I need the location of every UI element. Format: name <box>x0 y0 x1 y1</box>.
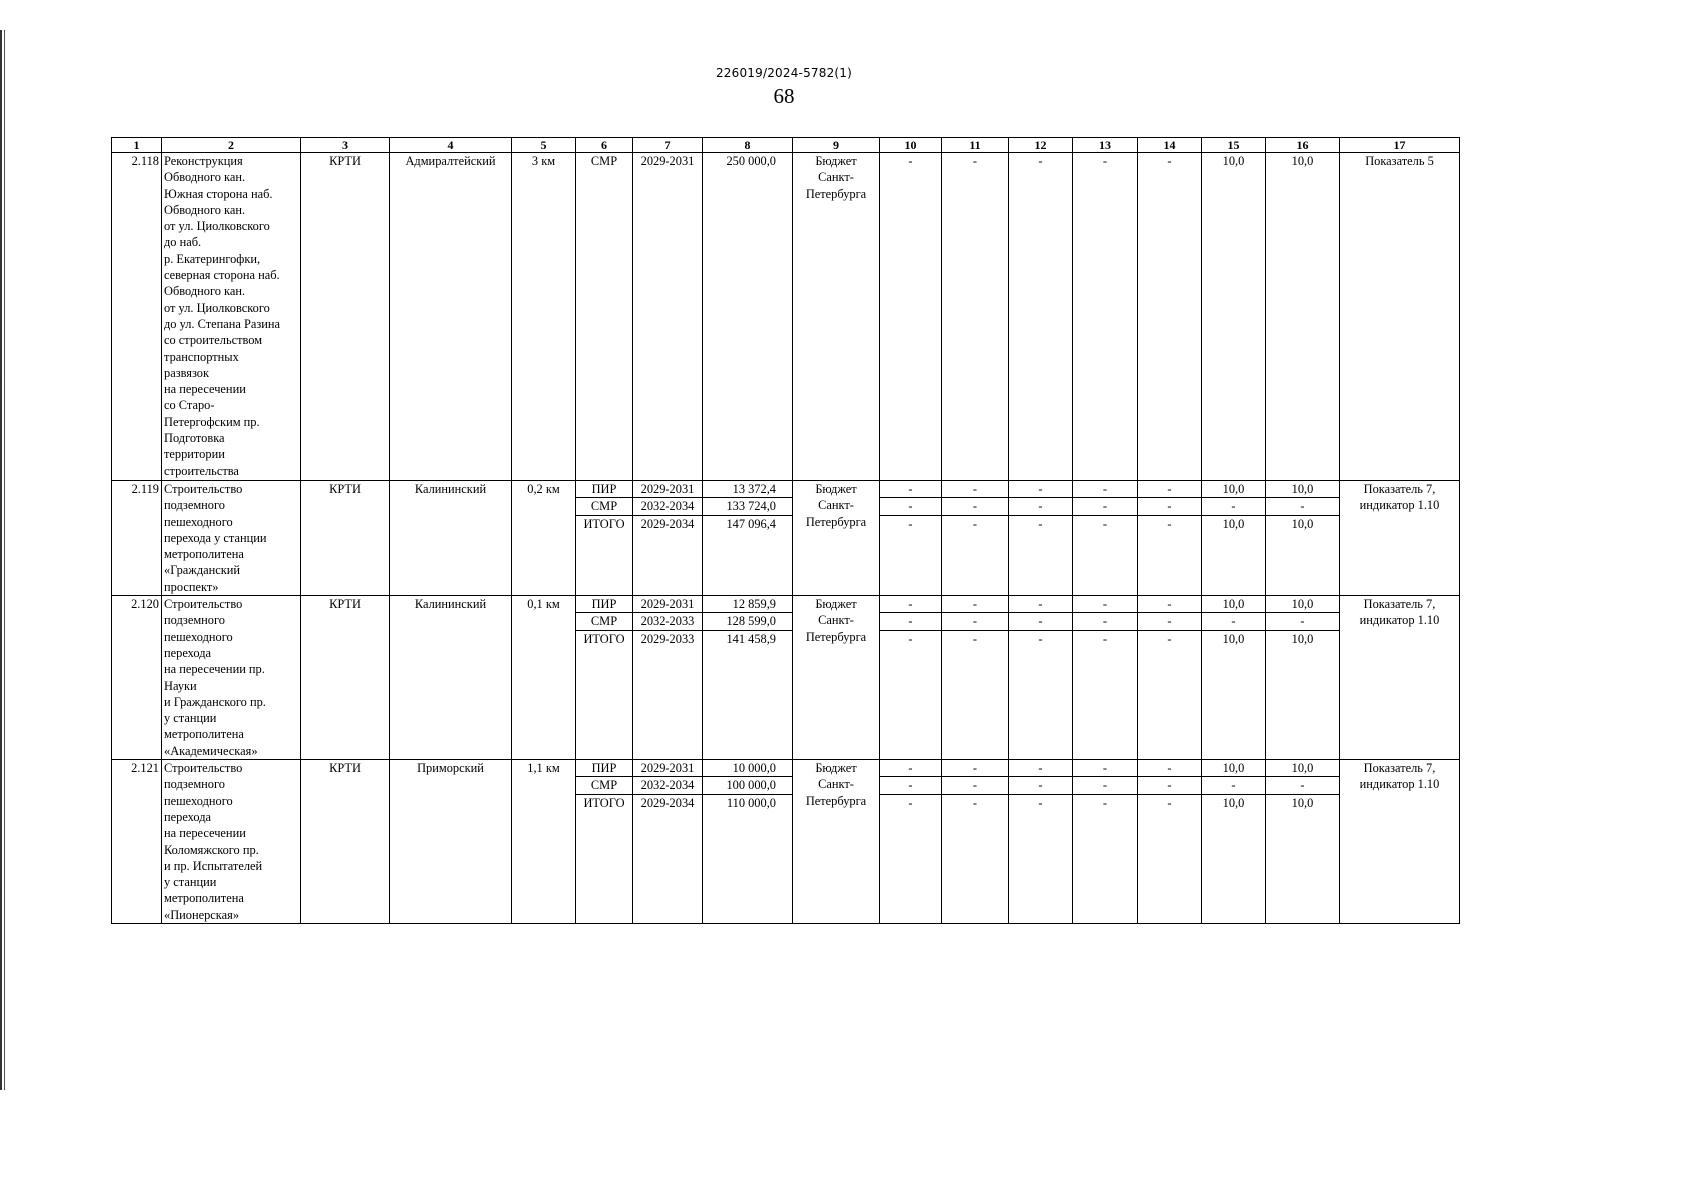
length-text: 0,1 км <box>527 597 560 612</box>
col-header: 5 <box>512 138 576 153</box>
length <box>512 760 576 924</box>
table-row <box>112 760 1460 924</box>
customer <box>301 596 390 760</box>
col-14 <box>1138 153 1202 481</box>
customer-text: КРТИ <box>329 761 361 776</box>
row-number-text: 2.120 <box>131 597 159 612</box>
row-number <box>112 153 162 481</box>
col-15-value: 10,0 <box>1222 516 1245 531</box>
object-name-text: Строительство подземного пешеходного перехода у станции метрополитена «Гражданский проспект» <box>164 482 267 594</box>
col-15 <box>1202 760 1266 924</box>
col-11-value: - <box>972 631 978 646</box>
col-12-value: - <box>1009 596 1072 613</box>
col-16-value: - <box>1266 498 1339 515</box>
col-16-value: 10,0 <box>1266 596 1339 613</box>
period-value: 2029-2031 <box>633 481 702 498</box>
col-14-value: - <box>1138 596 1201 613</box>
object-name <box>162 481 301 596</box>
col-12-value: - <box>1009 760 1072 777</box>
customer-text: КРТИ <box>329 154 361 168</box>
cost-value: 147 096,4 <box>726 516 776 531</box>
period-value: 2029-2033 <box>640 631 695 646</box>
period-value: 2029-2031 <box>640 154 695 168</box>
object-name-text: Реконструкция Обводного кан. Южная сторона наб. Обводного кан. от ул. Циолковского до наб. р. Екатерингофки, северная сторона наб. Обводного кан. от ул. Циолковского до ул. Степана Разина со строительством транспортных развязок на пересечении со Старо- Петергофским пр. Подготовка территории строительства <box>164 154 281 478</box>
col-11-value: - <box>942 760 1008 777</box>
funding-source <box>793 596 880 760</box>
col-13-value: - <box>1102 631 1108 646</box>
col-16-value: 10,0 <box>1266 760 1339 777</box>
indicator-text: Показатель 5 <box>1365 154 1434 168</box>
work-stage-value: ИТОГО <box>583 631 625 646</box>
col-16-value: 10,0 <box>1291 795 1314 810</box>
work-stage-value: ПИР <box>576 760 632 777</box>
col-12-value: - <box>1038 154 1043 168</box>
cost-value: 141 458,9 <box>726 631 776 646</box>
funding-source-text: Бюджет Санкт- Петербурга <box>805 154 867 201</box>
col-header: 12 <box>1009 138 1073 153</box>
col-header: 11 <box>942 138 1009 153</box>
period-value: 2029-2034 <box>640 516 695 531</box>
col-12 <box>1009 153 1073 481</box>
col-11 <box>942 760 1009 924</box>
object-name <box>162 596 301 760</box>
funding-source-text: Бюджет Санкт- Петербурга <box>805 761 867 808</box>
col-13-value: - <box>1073 777 1137 794</box>
cost <box>703 481 793 596</box>
funding-source <box>793 481 880 596</box>
col-16-value: 10,0 <box>1291 516 1314 531</box>
col-14-value: - <box>1167 631 1172 646</box>
col-10-value: - <box>880 481 941 498</box>
col-11-value: - <box>972 154 978 168</box>
col-13 <box>1073 760 1138 924</box>
work-stage <box>576 760 633 924</box>
work-stage-value: СМР <box>590 154 618 168</box>
col-13 <box>1073 153 1138 481</box>
col-13 <box>1073 596 1138 760</box>
col-16-value: - <box>1266 613 1339 630</box>
length-text: 3 км <box>531 154 556 168</box>
work-stage <box>576 153 633 481</box>
cost <box>703 153 793 481</box>
customer <box>301 481 390 596</box>
col-10-value: - <box>908 631 913 646</box>
cost-value: 110 000,0 <box>726 795 776 810</box>
table-row <box>112 481 1460 596</box>
col-13-value: - <box>1073 613 1137 630</box>
col-10-value: - <box>880 760 941 777</box>
cost <box>703 760 793 924</box>
col-13-value: - <box>1073 760 1137 777</box>
funding-source <box>793 760 880 924</box>
table-row <box>112 153 1460 481</box>
col-13-value: - <box>1073 481 1137 498</box>
col-10-value: - <box>880 498 941 515</box>
col-13 <box>1073 481 1138 596</box>
col-10-value: - <box>908 154 913 168</box>
customer-text: КРТИ <box>329 482 361 496</box>
funding-source-text: Бюджет Санкт- Петербурга <box>805 597 867 644</box>
work-stage <box>576 596 633 760</box>
col-12-value: - <box>1038 516 1043 531</box>
object-name-text: Строительство подземного пешеходного перехода на пересечении пр. Науки и Гражданского пр. у станции метрополитена «Академическая» <box>164 597 266 758</box>
object-name <box>162 153 301 481</box>
col-12-value: - <box>1009 481 1072 498</box>
col-header: 10 <box>880 138 942 153</box>
col-14-value: - <box>1167 795 1172 810</box>
col-11 <box>942 153 1009 481</box>
col-header: 1 <box>112 138 162 153</box>
cost-value: 10 000,0 <box>703 760 792 777</box>
row-number <box>112 481 162 596</box>
col-header: 17 <box>1340 138 1460 153</box>
col-14 <box>1138 481 1202 596</box>
col-12 <box>1009 760 1073 924</box>
indicator <box>1340 760 1460 924</box>
col-14-value: - <box>1138 481 1201 498</box>
col-13-value: - <box>1073 498 1137 515</box>
length-text: 1,1 км <box>527 761 560 776</box>
col-15-value: 10,0 <box>1222 795 1245 810</box>
length <box>512 596 576 760</box>
col-11-value: - <box>942 777 1008 794</box>
period <box>633 760 703 924</box>
cost-value: 13 372,4 <box>703 481 792 498</box>
indicator <box>1340 481 1460 596</box>
length <box>512 481 576 596</box>
col-10-value: - <box>880 613 941 630</box>
document-number: 226019/2024-5782(1) <box>715 66 853 80</box>
col-10 <box>880 481 942 596</box>
col-header: 4 <box>390 138 512 153</box>
customer-text: КРТИ <box>329 597 361 612</box>
col-header: 8 <box>703 138 793 153</box>
period-value: 2029-2034 <box>640 795 695 810</box>
district <box>390 760 512 924</box>
row-number-text: 2.119 <box>131 482 159 496</box>
col-11 <box>942 481 1009 596</box>
cost-value: 128 599,0 <box>703 613 792 630</box>
district-text: Адмиралтейский <box>405 154 496 168</box>
col-header: 14 <box>1138 138 1202 153</box>
col-16 <box>1266 153 1340 481</box>
district-text: Приморский <box>417 761 484 776</box>
col-12 <box>1009 481 1073 596</box>
col-14-value: - <box>1138 777 1201 794</box>
row-number-text: 2.118 <box>131 154 159 168</box>
scan-edge-artifact <box>0 30 8 1090</box>
col-16-value: - <box>1266 777 1339 794</box>
row-number-text: 2.121 <box>131 761 159 776</box>
col-10-value: - <box>908 516 913 531</box>
col-11 <box>942 596 1009 760</box>
col-12-value: - <box>1009 498 1072 515</box>
col-14-value: - <box>1138 613 1201 630</box>
work-stage-value: СМР <box>576 777 632 794</box>
col-14 <box>1138 760 1202 924</box>
col-header: 15 <box>1202 138 1266 153</box>
work-stage-value: ПИР <box>576 596 632 613</box>
col-10-value: - <box>880 777 941 794</box>
col-14-value: - <box>1138 760 1201 777</box>
row-number <box>112 760 162 924</box>
col-11-value: - <box>942 498 1008 515</box>
col-header: 16 <box>1266 138 1340 153</box>
col-12 <box>1009 596 1073 760</box>
col-15-value: - <box>1202 498 1265 515</box>
col-15 <box>1202 153 1266 481</box>
row-number <box>112 596 162 760</box>
col-14-value: - <box>1167 154 1172 168</box>
col-16 <box>1266 760 1340 924</box>
col-13-value: - <box>1102 795 1108 810</box>
col-16-value: 10,0 <box>1266 481 1339 498</box>
work-stage-value: ИТОГО <box>583 795 625 810</box>
col-16-value: 10,0 <box>1291 154 1314 168</box>
page-number: 68 <box>773 84 795 108</box>
cost-value: 12 859,9 <box>703 596 792 613</box>
program-table <box>111 137 1460 924</box>
work-stage-value: СМР <box>576 498 632 515</box>
col-11-value: - <box>972 516 978 531</box>
table-row <box>112 596 1460 760</box>
cost-value: 100 000,0 <box>703 777 792 794</box>
col-15-value: - <box>1202 777 1265 794</box>
col-header: 13 <box>1073 138 1138 153</box>
col-11-value: - <box>942 613 1008 630</box>
period-value: 2032-2034 <box>633 498 702 515</box>
work-stage <box>576 481 633 596</box>
period-value: 2032-2033 <box>633 613 702 630</box>
length-text: 0,2 км <box>527 482 560 496</box>
col-11-value: - <box>972 795 978 810</box>
col-13-value: - <box>1073 596 1137 613</box>
col-10 <box>880 153 942 481</box>
district <box>390 596 512 760</box>
col-11-value: - <box>942 596 1008 613</box>
funding-source <box>793 153 880 481</box>
col-15-value: 10,0 <box>1202 596 1265 613</box>
indicator-text: Показатель 7, индикатор 1.10 <box>1359 761 1440 792</box>
col-13-value: - <box>1102 516 1108 531</box>
col-15-value: 10,0 <box>1202 481 1265 498</box>
header-row <box>112 138 1460 153</box>
col-12-value: - <box>1038 795 1043 810</box>
indicator <box>1340 153 1460 481</box>
indicator-text: Показатель 7, индикатор 1.10 <box>1359 597 1440 628</box>
col-16-value: 10,0 <box>1291 631 1314 646</box>
period <box>633 596 703 760</box>
col-10-value: - <box>908 795 913 810</box>
col-15-value: 10,0 <box>1202 760 1265 777</box>
period <box>633 153 703 481</box>
indicator <box>1340 596 1460 760</box>
district-text: Калининский <box>414 482 487 496</box>
customer <box>301 153 390 481</box>
district <box>390 153 512 481</box>
period-value: 2029-2031 <box>633 760 702 777</box>
col-12-value: - <box>1009 777 1072 794</box>
col-14 <box>1138 596 1202 760</box>
cost-value: 250 000,0 <box>726 154 776 168</box>
object-name <box>162 760 301 924</box>
col-10 <box>880 760 942 924</box>
customer <box>301 760 390 924</box>
district-text: Калининский <box>414 597 487 612</box>
col-header: 9 <box>793 138 880 153</box>
col-header: 6 <box>576 138 633 153</box>
col-11-value: - <box>942 481 1008 498</box>
col-15 <box>1202 481 1266 596</box>
col-12-value: - <box>1009 613 1072 630</box>
col-header: 2 <box>162 138 301 153</box>
indicator-text: Показатель 7, индикатор 1.10 <box>1359 482 1440 513</box>
district <box>390 481 512 596</box>
length <box>512 153 576 481</box>
object-name-text: Строительство подземного пешеходного перехода на пересечении Коломяжского пр. и пр. Испытателей у станции метрополитена «Пионерская» <box>164 761 263 922</box>
col-header: 7 <box>633 138 703 153</box>
work-stage-value: ИТОГО <box>583 516 625 531</box>
period-value: 2032-2034 <box>633 777 702 794</box>
cost-value: 133 724,0 <box>703 498 792 515</box>
col-12-value: - <box>1038 631 1043 646</box>
col-10 <box>880 596 942 760</box>
col-15-value: 10,0 <box>1222 631 1245 646</box>
col-15-value: 10,0 <box>1222 154 1245 168</box>
col-header: 3 <box>301 138 390 153</box>
work-stage-value: СМР <box>576 613 632 630</box>
col-13-value: - <box>1102 154 1108 168</box>
work-stage-value: ПИР <box>576 481 632 498</box>
period <box>633 481 703 596</box>
funding-source-text: Бюджет Санкт- Петербурга <box>805 482 867 529</box>
col-10-value: - <box>880 596 941 613</box>
col-14-value: - <box>1167 516 1172 531</box>
col-14-value: - <box>1138 498 1201 515</box>
col-15 <box>1202 596 1266 760</box>
col-15-value: - <box>1202 613 1265 630</box>
col-16 <box>1266 481 1340 596</box>
cost <box>703 596 793 760</box>
period-value: 2029-2031 <box>633 596 702 613</box>
col-16 <box>1266 596 1340 760</box>
